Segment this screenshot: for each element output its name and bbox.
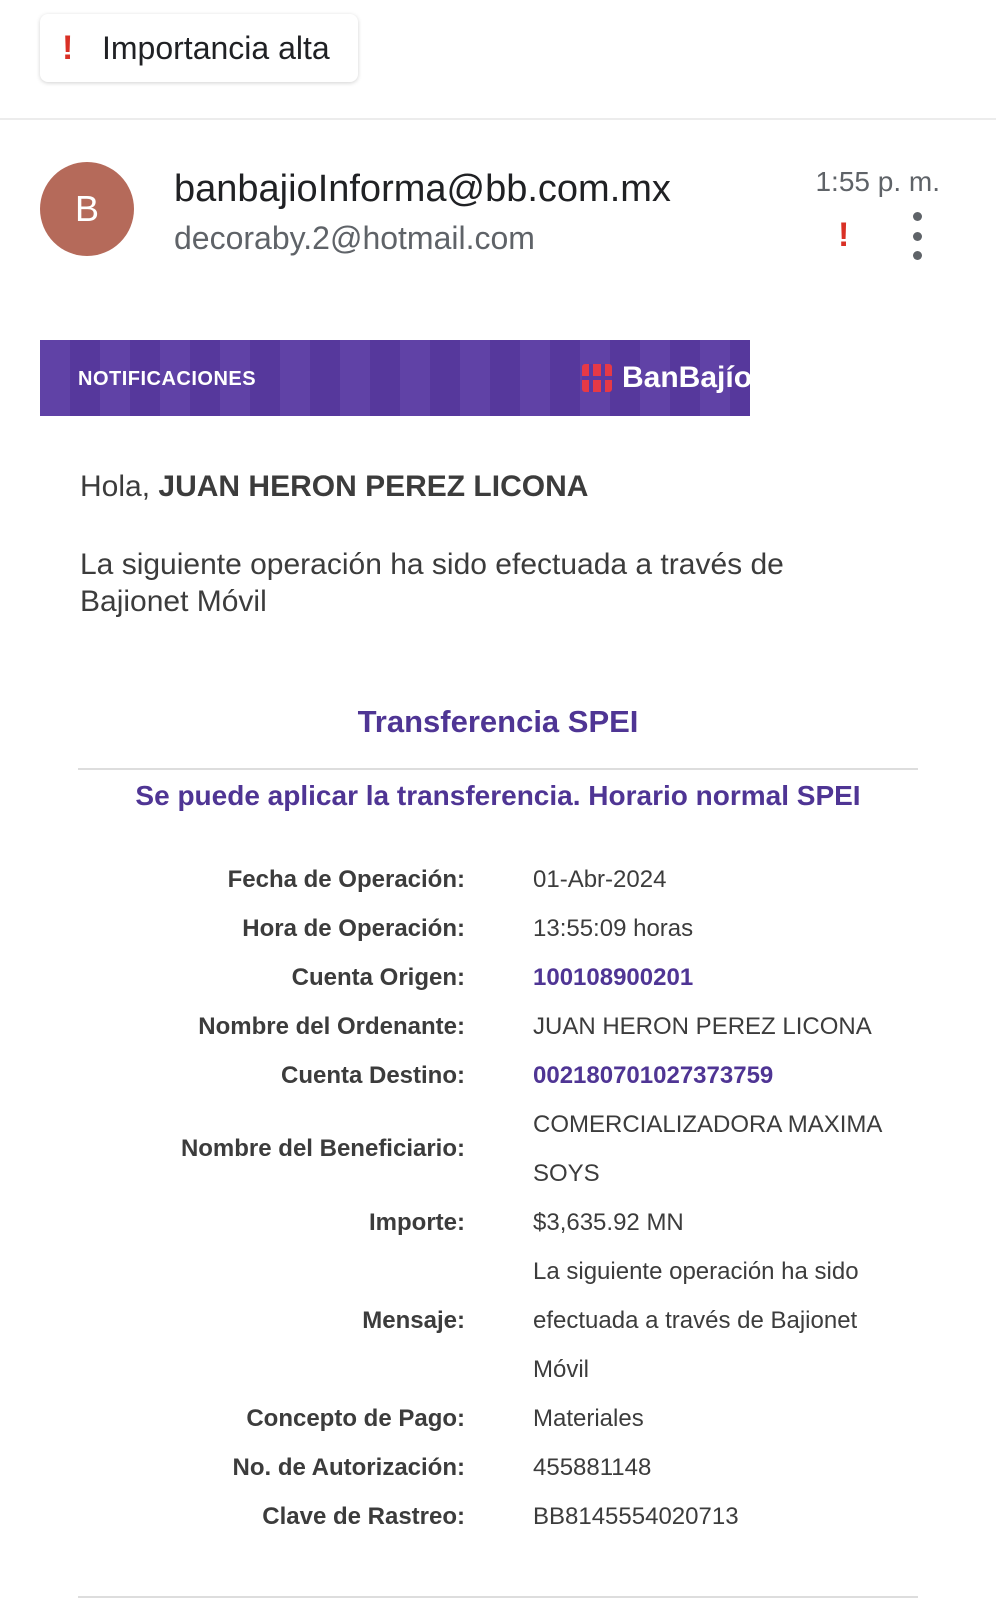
detail-value: COMERCIALIZADORA MAXIMA SOYS bbox=[533, 1111, 882, 1187]
sender-avatar[interactable]: B bbox=[40, 162, 134, 256]
detail-row bbox=[0, 1394, 996, 1443]
detail-value: 01-Abr-2024 bbox=[533, 866, 667, 893]
detail-label: Mensaje: bbox=[362, 1306, 465, 1334]
detail-row bbox=[0, 1100, 996, 1198]
detail-value: BB8145554020713 bbox=[533, 1503, 739, 1530]
detail-row bbox=[0, 1247, 996, 1394]
importance-flag-icon: ! bbox=[838, 216, 850, 254]
email-time: 1:55 p. m. bbox=[815, 166, 940, 197]
detail-row bbox=[0, 904, 996, 953]
greeting-prefix: Hola, bbox=[80, 470, 151, 503]
detail-label: No. de Autorización: bbox=[232, 1453, 465, 1481]
operation-subtitle: Se puede aplicar la transferencia. Horario normal SPEI bbox=[135, 780, 861, 811]
divider bbox=[78, 1596, 918, 1598]
banner-notifications-label: NOTIFICACIONES bbox=[78, 368, 257, 390]
detail-value: JUAN HERON PEREZ LICONA bbox=[533, 1013, 872, 1040]
intro-text: La siguiente operación ha sido efectuada a través de Bajionet Móvil bbox=[80, 548, 784, 618]
detail-label: Cuenta Destino: bbox=[280, 1061, 465, 1089]
importance-chip[interactable] bbox=[40, 14, 358, 82]
operation-details bbox=[0, 855, 996, 1541]
banbajio-logo bbox=[580, 358, 752, 398]
detail-value: 13:55:09 horas bbox=[533, 915, 694, 942]
sender-address[interactable]: banbajioInforma@bb.com.mx bbox=[174, 168, 671, 210]
detail-row bbox=[0, 953, 996, 1002]
detail-value: 455881148 bbox=[533, 1454, 652, 1481]
detail-row bbox=[0, 1198, 996, 1247]
detail-row bbox=[0, 1051, 996, 1100]
origin-account-link[interactable]: 100108900201 bbox=[533, 964, 694, 991]
detail-label: Concepto de Pago: bbox=[246, 1404, 465, 1432]
email-header bbox=[0, 140, 996, 280]
detail-row bbox=[0, 1002, 996, 1051]
detail-row bbox=[0, 1492, 996, 1541]
operation-title: Transferencia SPEI bbox=[357, 704, 639, 739]
more-options-icon[interactable] bbox=[904, 212, 930, 260]
divider bbox=[78, 768, 918, 770]
detail-label: Nombre del Ordenante: bbox=[198, 1012, 465, 1040]
notification-banner bbox=[40, 340, 753, 416]
detail-row bbox=[0, 1443, 996, 1492]
banbajio-logo-text: BanBajío bbox=[622, 361, 753, 394]
detail-label: Cuenta Origen: bbox=[291, 963, 465, 991]
detail-label: Hora de Operación: bbox=[242, 914, 465, 942]
banbajio-logo-icon bbox=[580, 361, 614, 395]
detail-value: La siguiente operación ha sido efectuada a través de Bajionet Móvil bbox=[533, 1258, 859, 1383]
detail-label: Clave de Rastreo: bbox=[262, 1502, 465, 1530]
detail-label: Fecha de Operación: bbox=[227, 865, 465, 893]
detail-row bbox=[0, 855, 996, 904]
greeting bbox=[80, 470, 588, 504]
exclamation-icon: ! bbox=[62, 28, 74, 67]
greeting-name: JUAN HERON PEREZ LICONA bbox=[158, 470, 589, 503]
top-bar bbox=[0, 0, 996, 120]
recipient-address[interactable]: decoraby.2@hotmail.com bbox=[174, 220, 535, 256]
detail-label: Importe: bbox=[369, 1208, 465, 1236]
destination-account-link[interactable]: 002180701027373759 bbox=[533, 1062, 774, 1089]
importance-label: Importancia alta bbox=[102, 29, 330, 66]
detail-value: Materiales bbox=[533, 1405, 644, 1432]
detail-label: Nombre del Beneficiario: bbox=[180, 1135, 465, 1162]
detail-value: $3,635.92 MN bbox=[533, 1209, 684, 1236]
